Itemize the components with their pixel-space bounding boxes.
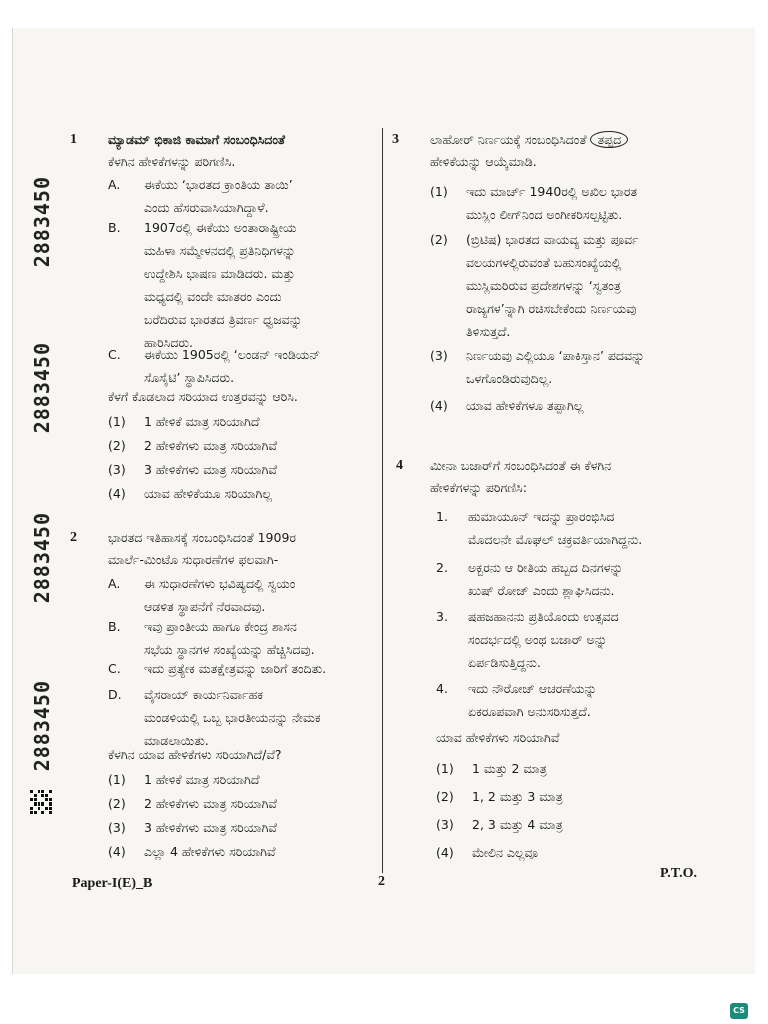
question-stem-text: ಲಾಹೋರ್ ನಿರ್ಣಯಕ್ಕೆ ಸಂಬಂಧಿಸಿದಂತೆ xyxy=(430,132,587,147)
statement-text: ಇದು ಪ್ರತ್ಯೇಕ ಮತಕ್ಷೇತ್ರವನ್ನು ಜಾರಿಗೆ ತಂದಿತು. xyxy=(144,661,327,676)
serial-number: 2883450 xyxy=(30,680,54,772)
option-text: 1, 2 ಮತ್ತು 3 ಮಾತ್ರ xyxy=(472,789,563,804)
option-label: (3) xyxy=(108,462,126,477)
statement-text: ಈಕೆಯು 1905ರಲ್ಲಿ ‘ಲಂಡನ್ ಇಂಡಿಯನ್ xyxy=(144,347,321,362)
statement-text: ಆಡಳಿತ ಸ್ಥಾಪನೆಗೆ ನೆರವಾದವು. xyxy=(144,599,266,614)
question-number: 3 xyxy=(392,132,399,147)
question-stem: ಭಾರತದ ಇತಿಹಾಸಕ್ಕೆ ಸಂಬಂಧಿಸಿದಂತೆ 1909ರ xyxy=(108,530,297,545)
option-text: 1 ಹೇಳಿಕೆ ಮಾತ್ರ ಸರಿಯಾಗಿದೆ xyxy=(144,772,260,787)
statement-text: ಮೊದಲನೇ ಮೊಘಲ್ ಚಕ್ರವರ್ತಿಯಾಗಿದ್ದನು. xyxy=(468,532,643,547)
option-label: (3) xyxy=(430,348,448,363)
statement-label: B. xyxy=(108,220,121,235)
camscanner-badge: CS xyxy=(730,1003,748,1019)
statement-label: 3. xyxy=(436,609,448,624)
option-text: ತಿಳಿಸುತ್ತದೆ. xyxy=(466,324,511,339)
statement-text: ಸಂದರ್ಭದಲ್ಲಿ ಅಂಥ ಬಜಾರ್ ಅನ್ನು xyxy=(468,632,608,647)
statement-text: ಮಹಿಳಾ ಸಮ್ಮೇಳನದಲ್ಲಿ ಪ್ರತಿನಿಧಿಗಳನ್ನು xyxy=(144,243,296,258)
option-text: ಮೇಲಿನ ಎಲ್ಲವೂ xyxy=(472,845,538,860)
option-text: ಎಲ್ಲಾ 4 ಹೇಳಿಕೆಗಳು ಸರಿಯಾಗಿವೆ xyxy=(144,844,276,859)
statement-label: 4. xyxy=(436,681,448,696)
option-label: (3) xyxy=(108,820,126,835)
statement-text: ಏರ್ಪಡಿಸುತ್ತಿದ್ದನು. xyxy=(468,655,541,670)
option-text: ಮುಸ್ಲಿಮರಿರುವ ಪ್ರದೇಶಗಳನ್ನು ‘ಸ್ವತಂತ್ರ xyxy=(466,278,621,293)
option-label: (3) xyxy=(436,817,454,832)
question-number: 2 xyxy=(70,530,77,545)
option-label: (1) xyxy=(108,414,126,429)
statement-text: ಇವು ಪ್ರಾಂತೀಯ ಹಾಗೂ ಕೇಂದ್ರ ಶಾಸನ xyxy=(144,619,297,634)
option-label: (1) xyxy=(436,761,454,776)
option-text: ಯಾವ ಹೇಳಿಕೆಗಳೂ ತಪ್ಪಾಗಿಲ್ಲ xyxy=(466,398,584,413)
statement-text: ಹುಮಾಯೂನ್ ಇದನ್ನು ಪ್ರಾರಂಭಿಸಿದ xyxy=(468,509,615,524)
option-text: 2 ಹೇಳಿಕೆಗಳು ಮಾತ್ರ ಸರಿಯಾಗಿವೆ xyxy=(144,796,277,811)
option-text: (ಬ್ರಿಟಿಷ) ಭಾರತದ ವಾಯವ್ಯ ಮತ್ತು ಪೂರ್ವ xyxy=(466,232,639,247)
statement-label: C. xyxy=(108,347,121,362)
circled-word: ತಪ್ಪದ xyxy=(590,131,628,148)
statement-label: C. xyxy=(108,661,121,676)
question-stem: ಕೆಳಗಿನ ಹೇಳಿಕೆಗಳನ್ನು ಪರಿಗಣಿಸಿ. xyxy=(108,154,236,169)
statement-text: ಏಕರೂಪವಾಗಿ ಅನುಸರಿಸುತ್ತದೆ. xyxy=(468,704,591,719)
option-label: (1) xyxy=(430,184,448,199)
answer-prompt: ಯಾವ ಹೇಳಿಕೆಗಳು ಸರಿಯಾಗಿವೆ xyxy=(436,730,560,745)
statement-text: ಇದು ನೌರೋಜ್ ಆಚರಣೆಯನ್ನು xyxy=(468,681,597,696)
statement-label: 2. xyxy=(436,560,448,575)
statement-text: ಷಹಜಹಾನನು ಪ್ರತಿಯೊಂದು ಉತ್ಸವದ xyxy=(468,609,619,624)
question-number: 4 xyxy=(396,458,403,473)
option-label: (4) xyxy=(108,844,126,859)
question-stem: ಮಾರ್ಲೆ-ಮಿಂಟೊ ಸುಧಾರಣೆಗಳ ಫಲವಾಗಿ- xyxy=(108,552,279,567)
answer-prompt: ಕೆಳಗಿನ ಯಾವ ಹೇಳಿಕೆಗಳು ಸರಿಯಾಗಿದೆ/ವೆ? xyxy=(108,747,282,762)
statement-text: ವೈಸರಾಯ್ ಕಾರ್ಯನಿರ್ವಾಹಕ xyxy=(144,687,263,702)
statement-text: ಎಂದು ಹೆಸರುವಾಸಿಯಾಗಿದ್ದಾಳೆ. xyxy=(144,200,269,215)
statement-text: 1907ರಲ್ಲಿ ಈಕೆಯು ಅಂತಾರಾಷ್ಟ್ರೀಯ xyxy=(144,220,297,235)
statement-text: ಬರೆದಿರುವ ಭಾರತದ ತ್ರಿವರ್ಣ ಧ್ವಜವನ್ನು xyxy=(144,312,303,327)
question-stem: ಮೀನಾ ಬಜಾರ್‌ಗೆ ಸಂಬಂಧಿಸಿದಂತೆ ಈ ಕೆಳಗಿನ xyxy=(430,458,612,473)
page-number: 2 xyxy=(378,874,385,889)
statement-label: A. xyxy=(108,177,121,192)
option-text: 3 ಹೇಳಿಕೆಗಳು ಮಾತ್ರ ಸರಿಯಾಗಿವೆ xyxy=(144,462,277,477)
statement-text: ಈ ಸುಧಾರಣೆಗಳು ಭವಿಷ್ಯದಲ್ಲಿ ಸ್ವಯಂ xyxy=(144,576,296,591)
statement-text: ಹಾರಿಸಿದರು. xyxy=(144,335,193,350)
option-label: (2) xyxy=(108,438,126,453)
option-text: ಮುಸ್ಲಿಂ ಲೀಗ್‌ನಿಂದ ಅಂಗೀಕರಿಸಲ್ಪಟ್ಟಿತು. xyxy=(466,207,623,222)
option-label: (4) xyxy=(430,398,448,413)
statement-label: 1. xyxy=(436,509,448,524)
question-stem: ಹೇಳಿಕೆಯನ್ನು ಆಯ್ಕೆಮಾಡಿ. xyxy=(430,154,537,169)
statement-label: B. xyxy=(108,619,121,634)
serial-number: 2883450 xyxy=(30,512,54,604)
option-text: 2, 3 ಮತ್ತು 4 ಮಾತ್ರ xyxy=(472,817,563,832)
option-text: ವಲಯಗಳಲ್ಲಿರುವಂತೆ ಬಹುಸಂಖ್ಯೆಯಲ್ಲಿ xyxy=(466,255,622,270)
statement-text: ಮಧ್ಯದಲ್ಲಿ ವಂದೇ ಮಾತರಂ ಎಂದು xyxy=(144,289,282,304)
paper-code: Paper-I(E)_B xyxy=(72,876,153,891)
question-stem: ಮ್ಯಾಡಮ್ ಭಿಕಾಜಿ ಕಾಮಾಗೆ ಸಂಬಂಧಿಸಿದಂತೆ xyxy=(108,132,286,147)
option-text: ರಾಜ್ಯಗಳ’ನ್ನಾಗಿ ರಚಿಸಬೇಕೆಂದು ನಿರ್ಣಯವು xyxy=(466,301,637,316)
option-text: ಇದು ಮಾರ್ಚ್ 1940ರಲ್ಲಿ ಅಖಿಲ ಭಾರತ xyxy=(466,184,638,199)
option-text: ಒಳಗೊಂಡಿರುವುದಿಲ್ಲ. xyxy=(466,371,553,386)
question-stem: ಹೇಳಿಕೆಗಳನ್ನು ಪರಿಗಣಿಸಿ: xyxy=(430,480,527,495)
statement-text: ಈಕೆಯು ‘ಭಾರತದ ಕ್ರಾಂತಿಯ ತಾಯಿ’ xyxy=(144,177,293,192)
pto-label: P.T.O. xyxy=(660,866,697,881)
option-label: (2) xyxy=(108,796,126,811)
option-text: 1 ಹೇಳಿಕೆ ಮಾತ್ರ ಸರಿಯಾಗಿದೆ xyxy=(144,414,260,429)
option-text: 2 ಹೇಳಿಕೆಗಳು ಮಾತ್ರ ಸರಿಯಾಗಿವೆ xyxy=(144,438,277,453)
statement-text: ಅಕ್ಬರನು ಆ ರೀತಿಯ ಹಬ್ಬದ ದಿನಗಳನ್ನು xyxy=(468,560,623,575)
serial-number: 2883450 xyxy=(30,176,54,268)
option-label: (1) xyxy=(108,772,126,787)
statement-label: D. xyxy=(108,687,122,702)
statement-text: ಮಾಡಲಾಯಿತು. xyxy=(144,733,209,748)
statement-text: ಸೊಸೈಟಿ’ ಸ್ಥಾಪಿಸಿದರು. xyxy=(144,370,235,385)
serial-number: 2883450 xyxy=(30,342,54,434)
statement-text: ಮಂಡಳಿಯಲ್ಲಿ ಒಬ್ಬ ಭಾರತೀಯನನ್ನು ನೇಮಕ xyxy=(144,710,321,725)
option-text: ಯಾವ ಹೇಳಿಕೆಯೂ ಸರಿಯಾಗಿಲ್ಲ xyxy=(144,486,272,501)
option-label: (2) xyxy=(430,232,448,247)
question-number: 1 xyxy=(70,132,77,147)
answer-prompt: ಕೆಳಗೆ ಕೊಡಲಾದ ಸರಿಯಾದ ಉತ್ತರವನ್ನು ಆರಿಸಿ. xyxy=(108,389,298,404)
option-label: (4) xyxy=(108,486,126,501)
option-text: 1 ಮತ್ತು 2 ಮಾತ್ರ xyxy=(472,761,547,776)
option-text: 3 ಹೇಳಿಕೆಗಳು ಮಾತ್ರ ಸರಿಯಾಗಿವೆ xyxy=(144,820,277,835)
statement-label: A. xyxy=(108,576,121,591)
option-label: (4) xyxy=(436,845,454,860)
option-label: (2) xyxy=(436,789,454,804)
statement-text: ಸಭೆಯ ಸ್ಥಾನಗಳ ಸಂಖ್ಯೆಯನ್ನು ಹೆಚ್ಚಿಸಿದವು. xyxy=(144,642,315,657)
statement-text: ಉದ್ದೇಶಿಸಿ ಭಾಷಣ ಮಾಡಿದರು. ಮತ್ತು xyxy=(144,266,295,281)
option-text: ನಿರ್ಣಯವು ಎಲ್ಲಿಯೂ ‘ಪಾಕಿಸ್ತಾನ’ ಪದವನ್ನು xyxy=(466,348,645,363)
statement-text: ಖುಷ್ ರೋಜ್ ಎಂದು ಶ್ಲಾಘಿಸಿದನು. xyxy=(468,583,615,598)
